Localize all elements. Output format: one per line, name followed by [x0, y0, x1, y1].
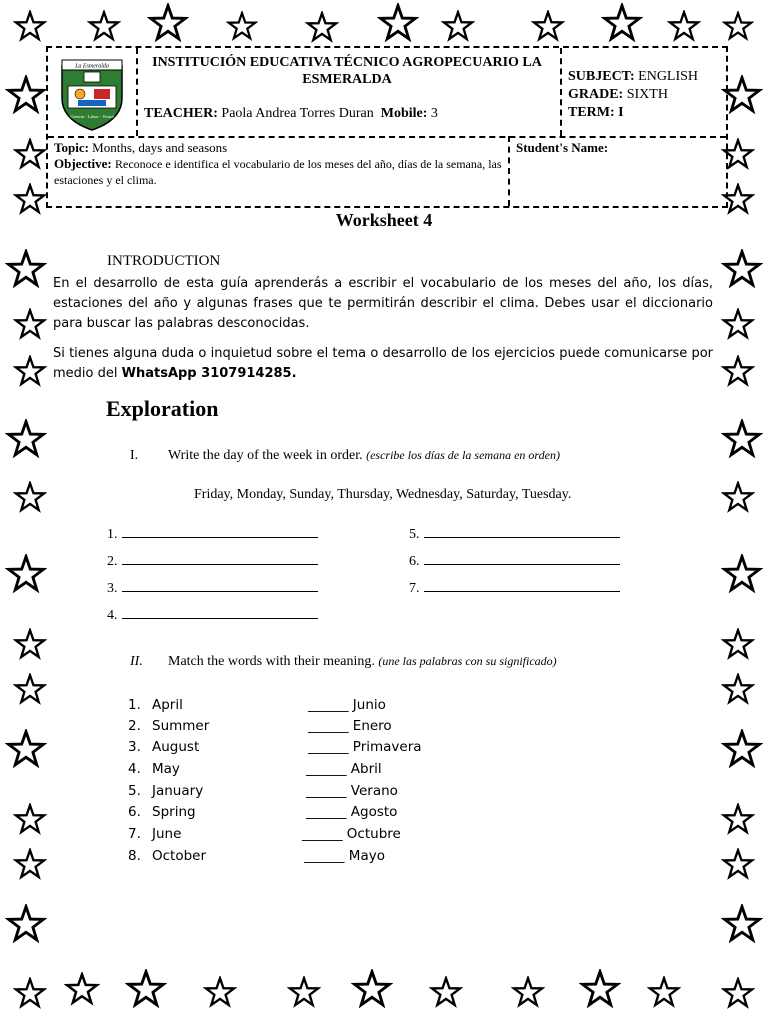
blank-1[interactable]: 1.	[107, 523, 318, 543]
blank-7[interactable]: 7.	[409, 577, 620, 597]
star-icon	[351, 969, 393, 1011]
match-word: 4. May	[128, 761, 180, 777]
match-answer[interactable]: ______ Agosto	[306, 804, 398, 820]
star-icon	[64, 972, 100, 1008]
star-icon	[5, 75, 47, 117]
star-icon	[13, 977, 47, 1011]
star-icon	[601, 3, 643, 45]
star-icon	[147, 3, 189, 45]
star-icon	[13, 848, 47, 882]
match-word: 2. Summer	[128, 718, 210, 734]
star-icon	[429, 976, 463, 1010]
exploration-heading: Exploration	[106, 396, 219, 421]
star-icon	[377, 3, 419, 45]
star-icon	[667, 10, 701, 44]
star-icon	[287, 976, 321, 1010]
match-answer[interactable]: ______ Abril	[306, 761, 382, 777]
star-icon	[13, 355, 47, 389]
star-icon	[721, 729, 763, 771]
intro-paragraph-2: Si tienes alguna duda o inquietud sobre el tema o desarrollo de los ejercicios puede comunicarse por medio del WhatsApp 3107914285.	[53, 346, 713, 381]
match-answer[interactable]: ______ Enero	[308, 718, 392, 734]
match-word: 6. Spring	[128, 804, 196, 820]
match-word: 5. January	[128, 783, 204, 799]
star-icon	[721, 355, 755, 389]
blank-3[interactable]: 3.	[107, 577, 318, 597]
star-icon	[511, 976, 545, 1010]
match-word: 3. August	[128, 739, 200, 755]
section-2-instruction: II. Match the words with their meaning. (une las palabras con su significado)	[130, 654, 557, 669]
star-icon	[579, 969, 621, 1011]
match-answer[interactable]: ______ Junio	[308, 697, 386, 713]
teacher-line: TEACHER: Paola Andrea Torres Duran Mobile: 3	[144, 106, 438, 121]
star-icon	[721, 673, 755, 707]
star-icon	[5, 729, 47, 771]
star-icon	[721, 977, 755, 1011]
match-word: 8. October	[128, 848, 207, 864]
star-icon	[13, 628, 47, 662]
star-icon	[13, 10, 47, 44]
star-icon	[721, 803, 755, 837]
blank-5[interactable]: 5.	[409, 523, 620, 543]
blank-6[interactable]: 6.	[409, 550, 620, 570]
institution-name: INSTITUCIÓN EDUCATIVA TÉCNICO AGROPECUARIO LA ESMERALDA	[152, 55, 542, 87]
star-icon	[5, 554, 47, 596]
star-icon	[5, 904, 47, 946]
star-icon	[5, 249, 47, 291]
match-answer[interactable]: ______ Primavera	[308, 739, 422, 755]
star-icon	[721, 904, 763, 946]
star-icon	[13, 308, 47, 342]
star-icon	[441, 10, 475, 44]
star-icon	[531, 10, 565, 44]
subject-info: SUBJECT: ENGLISH GRADE: SIXTH TERM: I	[568, 69, 699, 120]
star-icon	[721, 249, 763, 291]
star-icon	[13, 481, 47, 515]
match-word: 7. June	[128, 826, 182, 842]
topic-objective: Topic: Months, days and seasons Objective: Reconoce e identifica el vocabulario de los meses del año, días de la semana, las estaciones y el clima.	[54, 140, 502, 187]
school-crest-icon	[56, 56, 128, 132]
star-icon	[13, 673, 47, 707]
days-list: Friday, Monday, Sunday, Thursday, Wednesday, Saturday, Tuesday.	[194, 487, 572, 502]
star-icon	[721, 419, 763, 461]
star-icon	[721, 628, 755, 662]
header-box	[46, 46, 728, 208]
match-word: 1. April	[128, 697, 183, 713]
star-icon	[13, 138, 47, 172]
star-icon	[87, 10, 121, 44]
section-1-instruction: I. Write the day of the week in order. (escribe los días de la semana en orden)	[130, 448, 560, 463]
intro-heading: INTRODUCTION	[107, 253, 221, 269]
star-icon	[5, 419, 47, 461]
student-name-field[interactable]: Student's Name:	[516, 140, 609, 155]
intro-paragraph-1: En el desarrollo de esta guía aprenderás a escribir el vocabulario de los meses del año, los días, estaciones del año y algunas frases que te permitirán describir el clima. Debes usar el diccionario para buscar las palabras desconocidas.	[53, 276, 713, 331]
star-icon	[647, 976, 681, 1010]
star-icon	[226, 11, 258, 43]
star-icon	[721, 308, 755, 342]
star-icon	[125, 969, 167, 1011]
match-answer[interactable]: ______ Octubre	[302, 826, 401, 842]
match-answer[interactable]: ______ Mayo	[304, 848, 385, 864]
star-icon	[13, 803, 47, 837]
star-icon	[721, 481, 755, 515]
star-icon	[722, 11, 754, 43]
star-icon	[721, 848, 755, 882]
star-icon	[721, 554, 763, 596]
blank-4[interactable]: 4.	[107, 604, 318, 624]
match-answer[interactable]: ______ Verano	[306, 783, 398, 799]
star-icon	[203, 976, 237, 1010]
svg-text:Ciencia - Labor - Virtud: Ciencia - Labor - Virtud	[70, 114, 114, 119]
star-icon	[305, 11, 339, 45]
blank-2[interactable]: 2.	[107, 550, 318, 570]
worksheet-title: Worksheet 4	[335, 210, 433, 230]
svg-text:La Esmeralda: La Esmeralda	[75, 63, 109, 70]
